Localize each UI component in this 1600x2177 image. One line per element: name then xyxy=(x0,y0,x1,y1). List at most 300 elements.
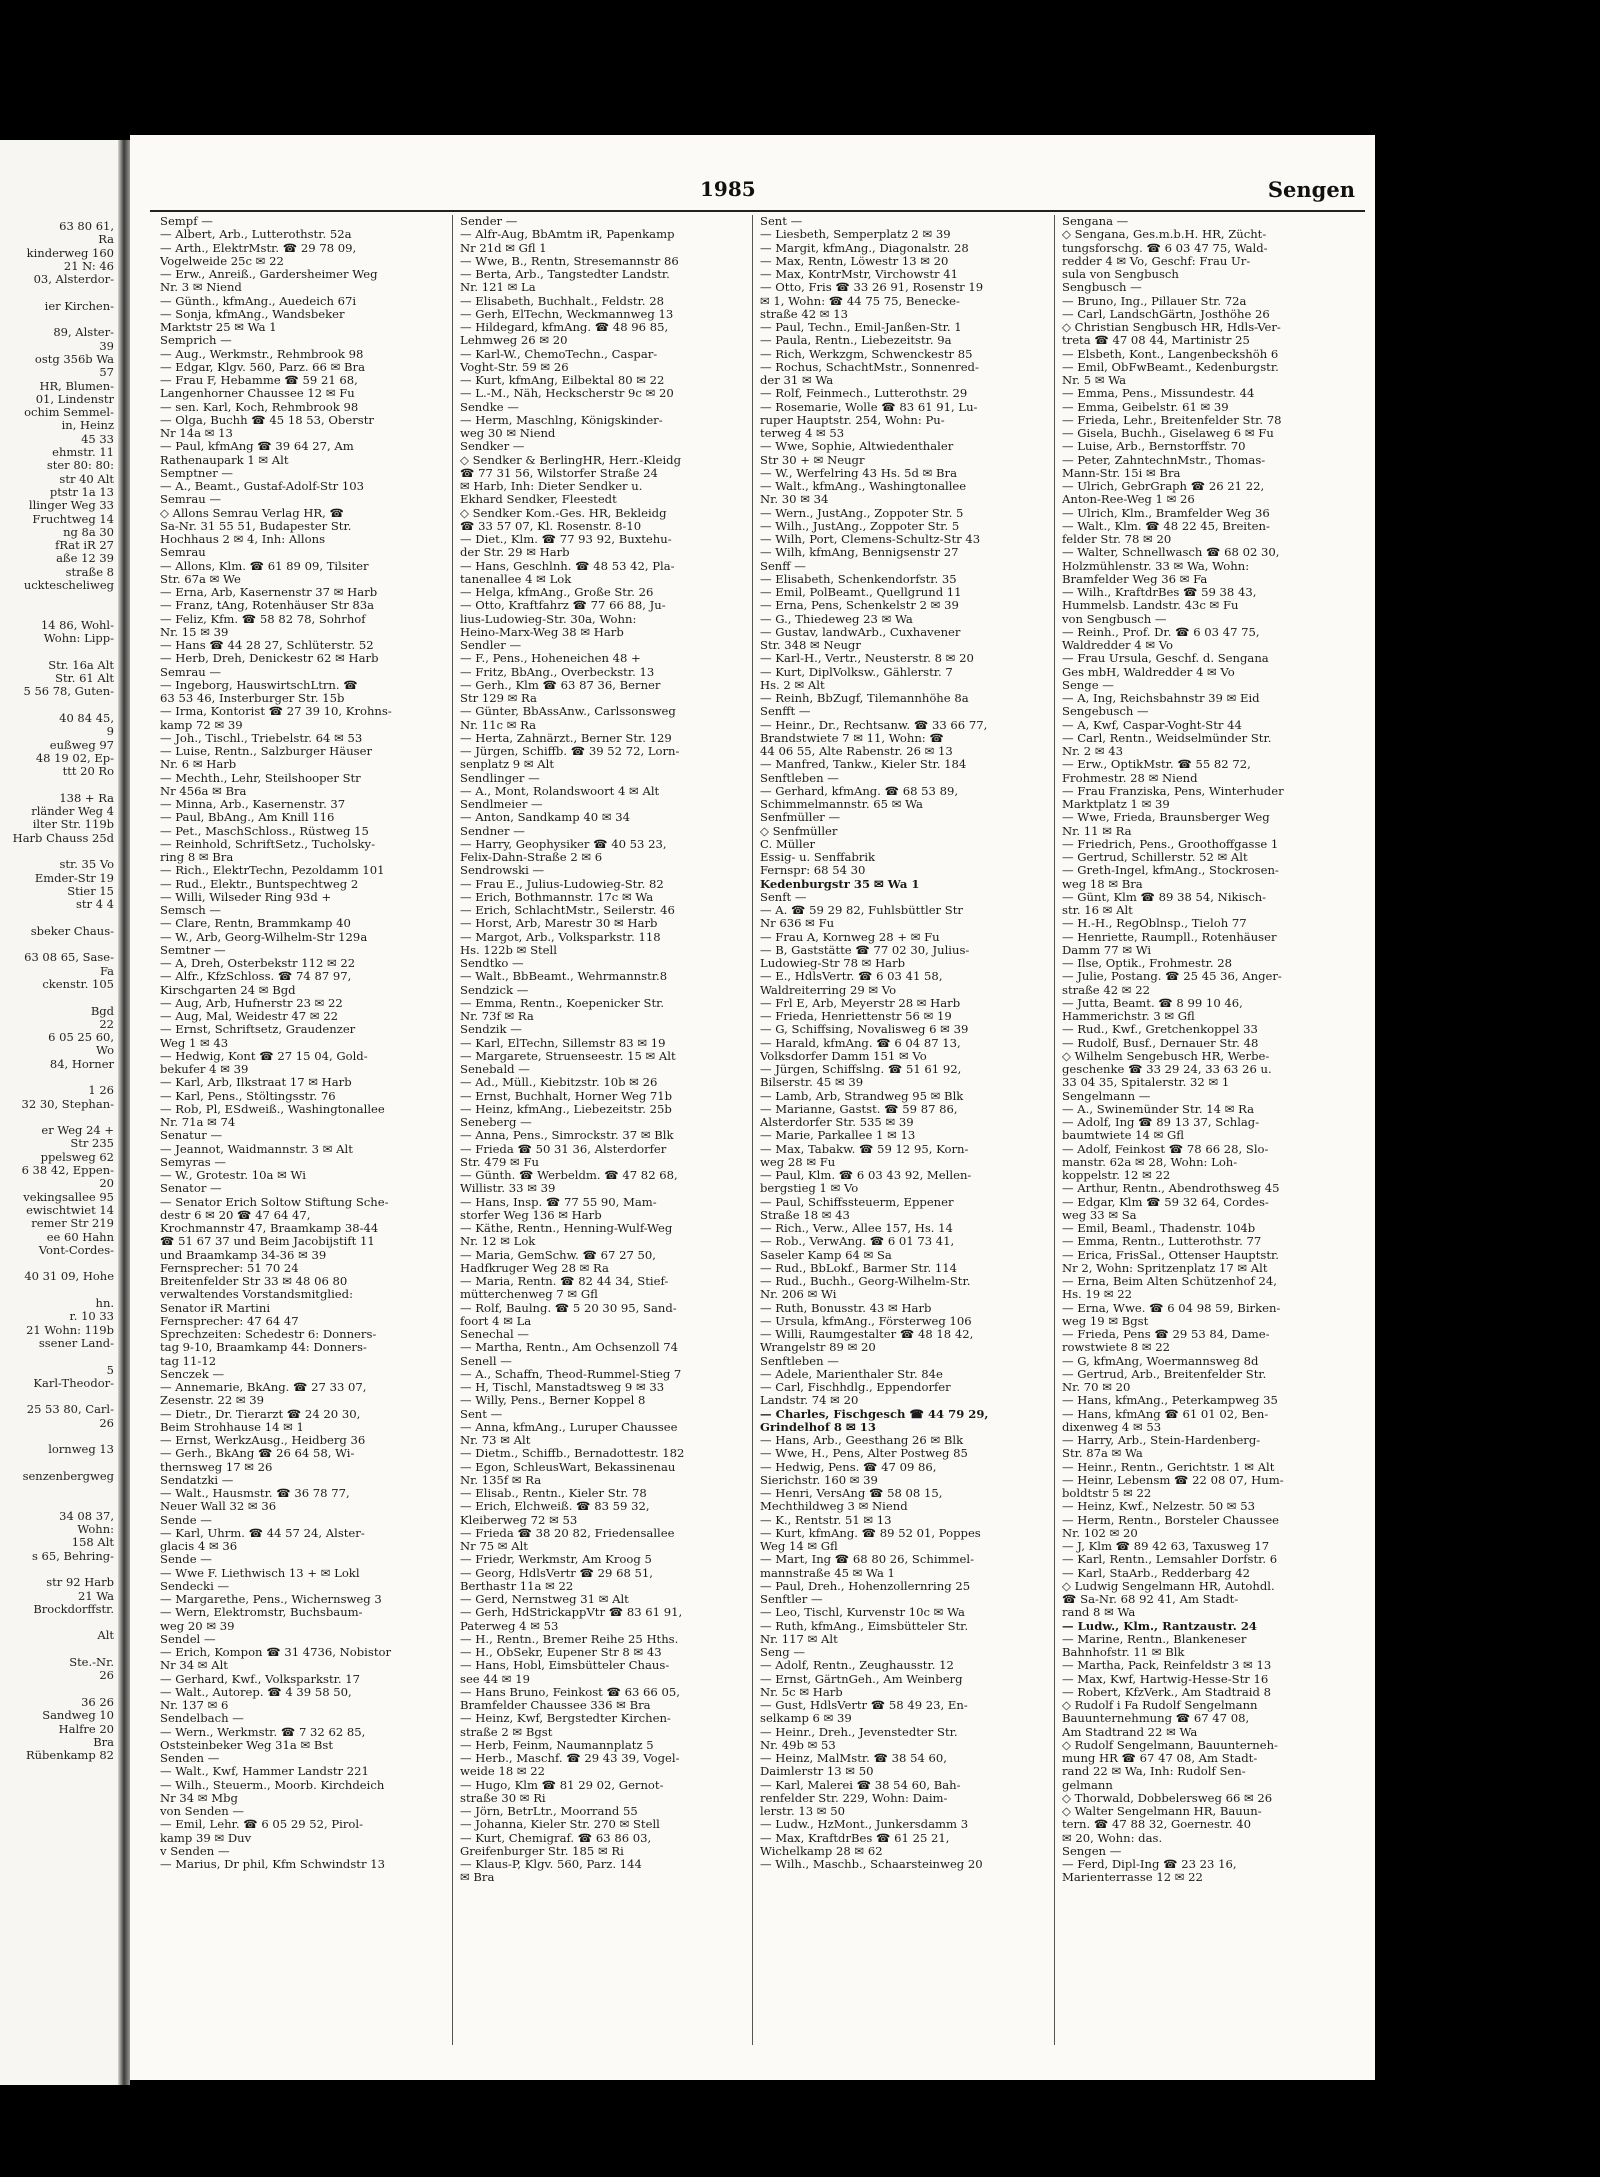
directory-entry-line: — Erw., Anreiß., Gardersheimer Weg xyxy=(160,268,378,281)
directory-entry-line: — Annemarie, BkAng. ☎ 27 33 07, xyxy=(160,1381,367,1394)
directory-entry-line: 33 04 35, Spitalerstr. 32 ✉ 1 xyxy=(1062,1076,1230,1090)
directory-entry-line: tag 9-10, Braamkamp 44: Donners- xyxy=(160,1341,367,1355)
directory-entry-line: — Walt., kfmAng., Washingtonallee xyxy=(760,480,967,493)
left-page-line: 9 xyxy=(106,724,114,739)
directory-entry-line: — Gustav, landwArb., Cuxhavener xyxy=(760,625,961,639)
left-page-line: Wo xyxy=(96,1043,114,1058)
left-page-line: HR, Blumen- xyxy=(39,378,114,393)
directory-entry-line: ◇ Sendker & BerlingHR, Herr.-Kleidg xyxy=(460,453,682,467)
directory-entry-line: Damm 77 ✉ Wi xyxy=(1062,943,1152,957)
directory-entry-line: Senff — xyxy=(760,559,806,573)
directory-entry-line: — Heinz, Kwf., Nelzestr. 50 ✉ 53 xyxy=(1062,1500,1255,1514)
left-page-line: 39 xyxy=(99,338,114,353)
left-page-line: 63 80 61, xyxy=(59,219,114,233)
directory-entry-line: — G, Schiffsing, Novalisweg 6 ✉ 39 xyxy=(760,1023,969,1037)
left-page-line: 45 33 xyxy=(81,431,114,446)
header-rule xyxy=(150,210,1365,212)
directory-entry-line: Bauunternehmung ☎ 67 47 08, xyxy=(1062,1712,1250,1726)
directory-entry-line: — Ernst, Schriftsetz, Graudenzer xyxy=(160,1023,356,1037)
directory-entry-line: Nr. 71a ✉ 74 xyxy=(160,1116,236,1129)
left-page-line: fRat iR 27 xyxy=(55,538,114,553)
left-page-line xyxy=(0,1683,114,1696)
left-page-line: 40 31 09, Hohe xyxy=(24,1269,114,1284)
directory-entry-line: — Friedrich, Pens., Groothoffgasse 1 xyxy=(1062,837,1279,851)
directory-entry-line: ✉ 20, Wohn: das. xyxy=(1062,1831,1163,1845)
directory-entry-line: — Reinhold, SchriftSetz., Tucholsky- xyxy=(160,837,376,851)
directory-entry-line: — Marie, Parkallee 1 ✉ 13 xyxy=(760,1129,916,1143)
directory-entry-line: Seneberg — xyxy=(460,1116,532,1129)
directory-entry-line: Fernsprecher: 47 64 47 xyxy=(160,1314,299,1328)
directory-entry-line: lerstr. 13 ✉ 50 xyxy=(760,1805,845,1818)
directory-entry-line: — Karl-H., Vertr., Neusterstr. 8 ✉ 20 xyxy=(760,652,974,666)
directory-entry-line: Nr. 206 ✉ Wi xyxy=(760,1288,837,1302)
directory-entry-line: Oststeinbeker Weg 31a ✉ Bst xyxy=(160,1738,333,1752)
directory-entry-line: rand 8 ✉ Wa xyxy=(1062,1606,1136,1620)
directory-entry-line: — F., Pens., Hoheneichen 48 + xyxy=(460,652,641,666)
directory-entry-line: Sendrowski — xyxy=(460,864,545,878)
directory-entry-line: Senge — xyxy=(1062,678,1114,692)
directory-entry-line: — Gertrud, Schillerstr. 52 ✉ Alt xyxy=(1062,851,1248,864)
directory-entry-line: — Heinr, Lebensm ☎ 22 08 07, Hum- xyxy=(1062,1473,1284,1487)
directory-entry-line: — Hans, Arb., Geesthang 26 ✉ Blk xyxy=(760,1434,964,1447)
left-page-line: 21 Wa xyxy=(78,1588,114,1603)
directory-entry-line: Senden — xyxy=(160,1752,220,1765)
directory-entry-line: von Sengbusch — xyxy=(1062,612,1167,626)
directory-entry-line: — Ingeborg, HauswirtschLtrn. ☎ xyxy=(160,678,358,692)
directory-entry-line: Str. 479 ✉ Fu xyxy=(460,1155,539,1169)
directory-entry-line: Nr. 12 ✉ Lok xyxy=(460,1235,536,1249)
left-page-line: Vont-Cordes- xyxy=(38,1242,114,1257)
directory-entry-line: — Edgar, Klgv. 560, Parz. 66 ✉ Bra xyxy=(160,360,365,374)
directory-entry-line: — W., Arb, Georg-Wilhelm-Str 129a xyxy=(160,930,368,944)
directory-entry-line: Ludowieg-Str 78 ✉ Harb xyxy=(760,957,906,970)
directory-entry-line: — J, Klm ☎ 89 42 63, Taxusweg 17 xyxy=(1062,1540,1270,1553)
directory-entry-line: Hs. 2 ✉ Alt xyxy=(760,678,825,692)
directory-entry-line: Alsterdorfer Str. 535 ✉ 39 xyxy=(760,1116,914,1129)
directory-entry-line: — Martha, Rentn., Am Ochsenzoll 74 xyxy=(460,1341,678,1355)
directory-entry-line: Greifenburger Str. 185 ✉ Ri xyxy=(460,1844,624,1858)
directory-entry-line: — Marianne, Gastst. ☎ 59 87 86, xyxy=(760,1102,958,1116)
directory-entry-line: renfelder Str. 229, Wohn: Daim- xyxy=(760,1791,948,1805)
directory-entry-line: tanenallee 4 ✉ Lok xyxy=(460,572,572,586)
directory-entry-line: Seng — xyxy=(760,1646,805,1659)
directory-entry-line: — Hans Bruno, Feinkost ☎ 63 66 05, xyxy=(460,1685,680,1699)
directory-entry-line: Bahnhofstr. 11 ✉ Blk xyxy=(1062,1646,1185,1659)
directory-entry-line: — Aug, Arb, Hufnerstr 23 ✉ 22 xyxy=(160,996,343,1010)
directory-entry-line: — Carl, Fischhdlg., Eppendorfer xyxy=(760,1381,951,1394)
left-page-line: 01, Lindenstr xyxy=(35,391,114,406)
directory-entry-line: Sendzik — xyxy=(460,1023,522,1037)
directory-entry-line: Sent — xyxy=(460,1407,503,1421)
directory-entry-line: — Reinh, BbZugf, Tilemannhöhe 8a xyxy=(760,692,969,705)
directory-entry-line: Str. 67a ✉ We xyxy=(160,572,241,586)
left-page-line: 32 30, Stephan- xyxy=(21,1096,114,1111)
directory-entry-line: Wichelkamp 28 ✉ 62 xyxy=(760,1844,883,1858)
directory-entry-line: Berthastr 11a ✉ 22 xyxy=(460,1579,574,1593)
directory-entry-line: — Wilh., KraftdrBes ☎ 59 38 43, xyxy=(1062,586,1257,599)
directory-entry-line: — Liesbeth, Semperplatz 2 ✉ 39 xyxy=(760,228,951,242)
directory-entry-line: — Alfr-Aug, BbAmtm iR, Papenkamp xyxy=(460,228,675,242)
directory-entry-line: — E., HdlsVertr. ☎ 6 03 41 58, xyxy=(760,970,943,984)
left-page-line: ucktescheliweg xyxy=(23,578,114,593)
directory-entry-line: Heino-Marx-Weg 38 ✉ Harb xyxy=(460,625,624,639)
left-page-line: ier Kirchen- xyxy=(44,298,114,313)
directory-entry-line: selkamp 6 ✉ 39 xyxy=(760,1712,852,1726)
directory-entry-line: — Erich, Bothmannstr. 17c ✉ Wa xyxy=(460,890,654,904)
directory-entry-line: — Henri, VersAng ☎ 58 08 15, xyxy=(760,1487,943,1500)
left-page-line: vekingsallee 95 xyxy=(23,1189,114,1204)
directory-entry-line: straße 42 ✉ 13 xyxy=(760,307,848,321)
directory-entry-line: mung HR ☎ 67 47 08, Am Stadt- xyxy=(1062,1752,1258,1765)
directory-entry-line: — Otto, Kraftfahrz ☎ 77 66 88, Ju- xyxy=(460,599,666,613)
directory-entry-line: — Allons, Klm. ☎ 61 89 09, Tilsiter xyxy=(160,559,369,573)
directory-entry-line: — A., Mont, Rolandswoort 4 ✉ Alt xyxy=(460,784,660,798)
directory-entry-line: ◇ Thorwald, Dobbelersweg 66 ✉ 26 xyxy=(1062,1791,1273,1805)
directory-entry-line: — Karl, Rentn., Lemsahler Dorfstr. 6 xyxy=(1062,1553,1278,1567)
right-page xyxy=(130,135,1375,2080)
book-gutter xyxy=(118,140,130,2085)
directory-entry-line: Grindelhof 8 ✉ 13 xyxy=(760,1420,876,1434)
directory-entry-line: — Max, KontrMstr, Virchowstr 41 xyxy=(760,268,958,281)
directory-entry-line: bergstieg 1 ✉ Vo xyxy=(760,1182,859,1196)
directory-entry-line: — Ernst, WerkzAusg., Heidberg 36 xyxy=(160,1434,366,1447)
directory-entry-line: — Emil, ObFwBeamt., Kedenburgstr. xyxy=(1062,360,1279,374)
directory-entry-line: — Karl-W., ChemoTechn., Caspar- xyxy=(460,347,658,361)
directory-entry-line: Marktplatz 1 ✉ 39 xyxy=(1062,798,1170,811)
directory-entry-line: weg 19 ✉ Bgst xyxy=(1062,1314,1149,1328)
directory-entry-line: Waldreiterring 29 ✉ Vo xyxy=(760,983,897,997)
directory-columns xyxy=(160,215,1350,2045)
directory-entry-line: — Hugo, Klm ☎ 81 29 02, Gernot- xyxy=(460,1778,664,1792)
directory-entry-line: Sendelbach — xyxy=(160,1712,244,1726)
directory-entry-line: — Luise, Arb., Bernstorffstr. 70 xyxy=(1062,440,1246,454)
directory-entry-line: — Max, Kwf, Hartwig-Hesse-Str 16 xyxy=(1062,1672,1269,1686)
directory-entry-line: Str 129 ✉ Ra xyxy=(460,692,537,705)
directory-entry-line: — Sonja, kfmAng., Wandsbeker xyxy=(160,307,345,321)
left-page-line xyxy=(0,646,114,659)
directory-entry-line: — Wwe, B., Rentn, Stresemannstr 86 xyxy=(460,254,679,268)
directory-entry-line: — Wwe, Sophie, Altwiedenthaler xyxy=(760,440,954,454)
directory-entry-line: Weg 14 ✉ Gfl xyxy=(760,1540,838,1553)
directory-entry-line: — Max, Rentn, Löwestr 13 ✉ 20 xyxy=(760,254,949,268)
directory-entry-line: — Rud., Kwf., Gretchenkoppel 33 xyxy=(1062,1023,1258,1037)
directory-entry-line: Sengebusch — xyxy=(1062,705,1149,719)
directory-entry-line: — Emma, Rentn., Lutterothstr. 77 xyxy=(1062,1235,1262,1249)
directory-entry-line: — Emil, Lehr. ☎ 6 05 29 52, Pirol- xyxy=(160,1818,364,1832)
directory-entry-line: — Mechth., Lehr, Steilshooper Str xyxy=(160,771,361,785)
directory-entry-line: — Erich, Kompon ☎ 31 4736, Nobistor xyxy=(160,1646,392,1659)
directory-entry-line: straße 30 ✉ Ri xyxy=(460,1791,546,1805)
directory-entry-line: ☎ 77 31 56, Wilstorfer Straße 24 xyxy=(460,466,658,480)
directory-entry-line: — Lamb, Arb, Strandweg 95 ✉ Blk xyxy=(760,1089,964,1103)
directory-entry-line: Nr. 30 ✉ 34 xyxy=(760,493,829,507)
directory-entry-line: Semptner — xyxy=(160,466,234,480)
left-page-line: 03, Alsterdor- xyxy=(33,272,114,287)
directory-entry-line: Hs. 19 ✉ 22 xyxy=(1062,1288,1133,1302)
directory-entry-line: treta ☎ 47 08 44, Martinistr 25 xyxy=(1062,334,1250,348)
directory-entry-line: Nr. 5c ✉ Harb xyxy=(760,1685,843,1699)
directory-entry-line: gelmann xyxy=(1062,1778,1113,1792)
left-page-line xyxy=(0,1111,114,1124)
directory-entry-line: felder Str. 78 ✉ 20 xyxy=(1062,533,1172,546)
directory-entry-line: terweg 4 ✉ 53 xyxy=(760,427,845,440)
directory-entry-line: Sendker — xyxy=(460,440,525,454)
directory-entry-line: — Otto, Fris ☎ 33 26 91, Rosenstr 19 xyxy=(760,281,984,295)
directory-entry-line: — Harry, Arb., Stein-Hardenberg- xyxy=(1062,1434,1261,1447)
directory-entry-line: Krochmannstr 47, Braamkamp 38-44 xyxy=(160,1222,379,1235)
left-page-line xyxy=(0,1257,114,1270)
directory-entry-line: Str 30 + ✉ Neugr xyxy=(760,453,865,467)
directory-entry-line: — Margarethe, Pens., Wichernsweg 3 xyxy=(160,1593,382,1606)
directory-entry-line: — Aug, Mal, Weidestr 47 ✉ 22 xyxy=(160,1010,339,1023)
directory-entry-line: rand 22 ✉ Wa, Inh: Rudolf Sen- xyxy=(1062,1765,1246,1779)
directory-entry-line: Kirschgarten 24 ✉ Bgd xyxy=(160,983,296,997)
left-page-line xyxy=(0,778,114,791)
directory-entry-line: — Paul, Techn., Emil-Janßen-Str. 1 xyxy=(760,321,962,334)
directory-entry-line: — Gerh., Klm ☎ 63 87 36, Berner xyxy=(460,678,661,692)
directory-entry-line: — Margit, kfmAng., Diagonalstr. 28 xyxy=(760,241,969,255)
directory-entry-line: — Rosemarie, Wolle ☎ 83 61 91, Lu- xyxy=(760,400,978,414)
directory-entry-line: — A. ☎ 59 29 82, Fuhlsbüttler Str xyxy=(760,904,963,917)
left-page-line: Fruchtweg 14 xyxy=(32,511,114,526)
left-page-line xyxy=(0,286,114,299)
directory-entry-line: — Erich, Elchweiß. ☎ 83 59 32, xyxy=(460,1500,650,1514)
left-page-line: str 40 Alt xyxy=(59,471,114,486)
directory-entry-line: — Rob, Pl, ESdweiß., Washingtonallee xyxy=(160,1102,385,1116)
left-page-line: Str. 16a Alt xyxy=(48,657,114,672)
directory-entry-line: — H., ObSekr, Eupener Str 8 ✉ 43 xyxy=(460,1646,662,1659)
directory-entry-line: ◇ Christian Sengbusch HR, Hdls-Ver- xyxy=(1062,321,1281,334)
directory-entry-line: — Rolf, Baulng. ☎ 5 20 30 95, Sand- xyxy=(460,1301,677,1315)
directory-entry-line: ✉ Bra xyxy=(460,1871,495,1885)
directory-entry-line: Schimmelmannstr. 65 ✉ Wa xyxy=(760,798,923,811)
left-page-line xyxy=(0,991,114,1004)
directory-entry-line: — Gerhard, kfmAng. ☎ 68 53 89, xyxy=(760,784,959,798)
left-page-line: ster 80: 80: xyxy=(46,458,114,473)
directory-entry-line: Sendel — xyxy=(160,1632,216,1646)
left-page-line: Alt xyxy=(97,1628,114,1643)
directory-entry-line: Sendke — xyxy=(460,400,519,414)
directory-entry-line: Beim Strohhause 14 ✉ 1 xyxy=(160,1420,304,1434)
directory-entry-line: Nr 636 ✉ Fu xyxy=(760,917,835,931)
directory-column-1 xyxy=(160,215,440,2055)
directory-entry-line: ◇ Wilhelm Sengebusch HR, Werbe- xyxy=(1062,1049,1270,1063)
directory-entry-line: — Hedwig, Kont ☎ 27 15 04, Gold- xyxy=(160,1049,368,1063)
left-page-line: 36 26 xyxy=(81,1694,114,1709)
directory-entry-line: — Käthe, Rentn., Henning-Wulf-Weg xyxy=(460,1222,673,1235)
left-page-line xyxy=(0,1616,114,1629)
directory-entry-line: — Jürgen, Schiffslng. ☎ 51 61 92, xyxy=(760,1063,962,1076)
directory-entry-line: v Senden — xyxy=(160,1844,230,1858)
directory-entry-line: — Wilh., Maschb., Schaarsteinweg 20 xyxy=(760,1858,983,1871)
directory-entry-line: Sengelmann — xyxy=(1062,1089,1151,1103)
directory-entry-line: — Paul, Schiffssteuerm, Eppener xyxy=(760,1195,954,1209)
directory-entry-line: von Senden — xyxy=(160,1805,244,1818)
directory-entry-line: — Ursula, kfmAng., Försterweg 106 xyxy=(760,1314,972,1328)
directory-entry-line: — H., Rentn., Bremer Reihe 25 Hths. xyxy=(460,1632,679,1646)
left-page-line: 26 xyxy=(99,1668,114,1683)
left-page-line: sbeker Chaus- xyxy=(30,923,114,938)
directory-entry-line: Nr 75 ✉ Alt xyxy=(460,1540,528,1553)
directory-entry-line: Sendlinger — xyxy=(460,771,540,785)
directory-entry-line: — W., Werfelring 43 Hs. 5d ✉ Bra xyxy=(760,466,958,480)
directory-entry-line: ✉ 1, Wohn: ☎ 44 75 75, Benecke- xyxy=(760,294,960,308)
left-page-line: str 92 Harb xyxy=(46,1575,114,1590)
left-page-line xyxy=(0,699,114,712)
left-page-line: 63 08 65, Sase- xyxy=(24,950,114,965)
directory-entry-line: — Herb, Feinm, Naumannplatz 5 xyxy=(460,1738,654,1752)
directory-entry-line: — Herta, Zahnärzt., Berner Str. 129 xyxy=(460,731,672,745)
directory-entry-line: — Hans, kfmAng., Peterkampweg 35 xyxy=(1062,1394,1278,1408)
directory-entry-line: Kedenburgstr 35 ✉ Wa 1 xyxy=(760,877,920,891)
directory-entry-line: Nr. 102 ✉ 20 xyxy=(1062,1526,1138,1540)
left-page-line: ckenstr. 105 xyxy=(42,976,114,991)
directory-entry-line: ☎ Sa-Nr. 68 92 41, Am Stadt- xyxy=(1062,1593,1239,1606)
left-page-line: kinderweg 160 xyxy=(26,245,114,260)
left-page-line: aße 12 39 xyxy=(56,551,114,566)
directory-entry-line: — Georg, HdlsVertr ☎ 29 68 51, xyxy=(460,1566,653,1580)
directory-entry-line: — Henriette, Raumpll., Rotenhäuser xyxy=(1062,930,1277,944)
directory-entry-line: Sempf — xyxy=(160,215,213,228)
directory-entry-line: sula von Sengbusch xyxy=(1062,268,1179,281)
directory-entry-line: ◇ Allons Semrau Verlag HR, ☎ xyxy=(160,506,344,520)
directory-entry-line: Felix-Dahn-Straße 2 ✉ 6 xyxy=(460,851,603,864)
directory-entry-line: — Elisabeth, Schenkendorfstr. 35 xyxy=(760,572,957,586)
directory-entry-line: Nr 2, Wohn: Spritzenplatz 17 ✉ Alt xyxy=(1062,1261,1268,1275)
directory-entry-line: — B, Gaststätte ☎ 77 02 30, Julius- xyxy=(760,943,970,957)
directory-entry-line: Willistr. 33 ✉ 39 xyxy=(460,1182,556,1196)
directory-entry-line: tag 11-12 xyxy=(160,1354,217,1368)
directory-entry-line: manstr. 62a ✉ 28, Wohn: Loh- xyxy=(1062,1155,1238,1169)
left-page-line: 25 53 80, Carl- xyxy=(26,1402,114,1417)
directory-entry-line: foort 4 ✉ La xyxy=(460,1314,532,1328)
directory-entry-line: Nr 14a ✉ 13 xyxy=(160,427,233,440)
directory-entry-line: Sendatzki — xyxy=(160,1473,234,1487)
directory-entry-line: Semsch — xyxy=(160,904,221,917)
directory-entry-line: Essig- u. Senffabrik xyxy=(760,851,876,864)
directory-entry-line: senplatz 9 ✉ Alt xyxy=(460,758,554,772)
directory-entry-line: ☎ 33 57 07, Kl. Rosenstr. 8-10 xyxy=(460,519,642,533)
directory-entry-line: — Erna, Pens, Schenkelstr 2 ✉ 39 xyxy=(760,599,959,613)
directory-entry-line: Bramfelder Chaussee 336 ✉ Bra xyxy=(460,1699,651,1712)
left-page-line: s 65, Behring- xyxy=(32,1548,114,1563)
directory-entry-line: 44 06 55, Alte Rabenstr. 26 ✉ 13 xyxy=(760,745,953,758)
directory-entry-line: — A, Dreh, Osterbekstr 112 ✉ 22 xyxy=(160,957,356,970)
directory-entry-line: — Minna, Arb., Kasernenstr. 37 xyxy=(160,798,346,811)
left-page-line xyxy=(0,1071,114,1084)
directory-entry-line: — Ruth, Bonusstr. 43 ✉ Harb xyxy=(760,1301,932,1315)
directory-entry-line: — Paul, Klm. ☎ 6 03 43 92, Mellen- xyxy=(760,1169,972,1182)
directory-entry-line: — Ernst, Buchhalt, Horner Weg 71b xyxy=(460,1089,673,1103)
directory-entry-line: — Frau Franziska, Pens, Winterhuder xyxy=(1062,784,1284,798)
directory-entry-line: Senft — xyxy=(760,890,807,904)
directory-entry-line: verwaltendes Vorstandsmitglied: xyxy=(160,1288,353,1302)
left-page-line: eußweg 97 xyxy=(49,737,114,752)
directory-entry-line: Bilserstr. 45 ✉ 39 xyxy=(760,1076,864,1090)
directory-entry-line: Nr. 121 ✉ La xyxy=(460,281,536,295)
directory-entry-line: — H.-H., RegOblnsp., Tieloh 77 xyxy=(1062,917,1247,931)
directory-entry-line: — Wwe F. Liethwisch 13 + ✉ Lokl xyxy=(160,1566,360,1580)
directory-entry-line: — Frieda, Pens ☎ 29 53 84, Dame- xyxy=(1062,1328,1270,1341)
left-page-line: 14 86, Wohl- xyxy=(40,617,114,632)
directory-entry-line: ◇ Ludwig Sengelmann HR, Autohdl. xyxy=(1062,1579,1275,1593)
directory-entry-line: — Erica, FrisSal., Ottenser Hauptstr. xyxy=(1062,1248,1279,1262)
directory-entry-line: Nr. 15 ✉ 39 xyxy=(160,625,229,639)
directory-entry-line: — Walt., BbBeamt., Wehrmannstr.8 xyxy=(460,970,668,984)
left-page-line: 138 + Ra xyxy=(59,790,114,805)
directory-column-2 xyxy=(460,215,740,2055)
left-page-line: Rübenkamp 82 xyxy=(25,1748,114,1763)
directory-entry-line: — Ad., Müll., Kiebitzstr. 10b ✉ 26 xyxy=(460,1076,658,1090)
running-head: Sengen xyxy=(1267,177,1355,202)
directory-entry-line: — Wwe, H., Pens, Alter Postweg 85 xyxy=(760,1447,968,1461)
directory-entry-line: ruper Hauptstr. 254, Wohn: Pu- xyxy=(760,413,945,427)
directory-entry-line: — Jeannot, Waidmannstr. 3 ✉ Alt xyxy=(160,1142,353,1156)
directory-entry-line: — Adolf, Rentn., Zeughausstr. 12 xyxy=(760,1659,954,1673)
directory-entry-line: Nr 21d ✉ Gfl 1 xyxy=(460,241,547,255)
directory-entry-line: — Jörn, BetrLtr., Moorrand 55 xyxy=(460,1805,638,1818)
directory-entry-line: mannstraße 45 ✉ Wa 1 xyxy=(760,1566,895,1580)
left-page-line: 21 N: 46 xyxy=(63,258,114,273)
directory-entry-line: — L.-M., Näh, Heckscherstr 9c ✉ 20 xyxy=(460,387,674,401)
left-page-line: ttt 20 Ro xyxy=(62,764,114,779)
directory-entry-line: — Elsbeth, Kont., Langenbeckshöh 6 xyxy=(1062,347,1279,361)
directory-entry-line: Semyras — xyxy=(160,1155,227,1169)
directory-entry-line: — Erna, Arb, Kasernenstr 37 ✉ Harb xyxy=(160,586,378,599)
directory-entry-line: — Leo, Tischl, Kurvenstr 10c ✉ Wa xyxy=(760,1606,965,1620)
directory-entry-line: — Frau E., Julius-Ludowieg-Str. 82 xyxy=(460,877,664,891)
left-page-line: 40 84 45, xyxy=(59,710,114,725)
directory-entry-line: Wrangelstr 89 ✉ 20 xyxy=(760,1341,876,1355)
directory-entry-line: redder 4 ✉ Vo, Geschf: Frau Ur- xyxy=(1062,254,1251,268)
directory-entry-line: — Karl, Malerei ☎ 38 54 60, Bah- xyxy=(760,1778,961,1792)
directory-entry-line: — Hans, kfmAng ☎ 61 01 02, Ben- xyxy=(1062,1407,1269,1421)
directory-entry-line: Marktstr 25 ✉ Wa 1 xyxy=(160,321,277,334)
directory-entry-line: — Johanna, Kieler Str. 270 ✉ Stell xyxy=(460,1818,660,1832)
directory-entry-line: — Klaus-P, Klgv. 560, Parz. 144 xyxy=(460,1858,642,1871)
directory-entry-line: Sengen — xyxy=(1062,1844,1122,1858)
directory-entry-line: — Willi, Wilseder Ring 93d + xyxy=(160,890,332,904)
directory-entry-line: str. 16 ✉ Alt xyxy=(1062,904,1133,917)
directory-entry-line: Sengana — xyxy=(1062,215,1129,228)
left-page-line: ehmstr. 11 xyxy=(52,445,114,460)
directory-entry-line: thernsweg 17 ✉ 26 xyxy=(160,1460,273,1474)
directory-entry-line: — Rochus, SchachtMstr., Sonnenred- xyxy=(760,360,979,374)
directory-entry-line: — Marine, Rentn., Blankeneser xyxy=(1062,1632,1247,1646)
directory-entry-line: — Ferd, Dipl-Ing ☎ 23 23 16, xyxy=(1062,1858,1237,1871)
directory-entry-line: Paterweg 4 ✉ 53 xyxy=(460,1619,559,1633)
directory-entry-line: — Frau F, Hebamme ☎ 59 21 68, xyxy=(160,374,358,387)
directory-entry-line: Kleiberweg 72 ✉ 53 xyxy=(460,1513,578,1527)
directory-entry-line: — Franz, tAng, Rotenhäuser Str 83a xyxy=(160,599,375,613)
directory-entry-line: Sa-Nr. 31 55 51, Budapester Str. xyxy=(160,519,352,533)
left-page-line: ilter Str. 119b xyxy=(32,817,114,832)
directory-entry-line: — Rich, Werkzgm, Schwenckestr 85 xyxy=(760,347,973,361)
directory-entry-line: — A., Swinemünder Str. 14 ✉ Ra xyxy=(1062,1102,1255,1116)
directory-entry-line: — Rich., ElektrTechn, Pezoldamm 101 xyxy=(160,864,385,878)
directory-entry-line: Volksdorfer Damm 151 ✉ Vo xyxy=(760,1049,927,1063)
left-page-line: Emder-Str 19 xyxy=(34,870,114,885)
directory-entry-line: — Gerh., BkAng ☎ 26 64 58, Wi- xyxy=(160,1447,355,1461)
directory-entry-line: — K., Rentstr. 51 ✉ 13 xyxy=(760,1513,892,1527)
directory-entry-line: — Ilse, Optik., Frohmestr. 28 xyxy=(1062,957,1233,970)
directory-entry-line: tern. ☎ 47 88 32, Goernestr. 40 xyxy=(1062,1818,1251,1832)
directory-entry-line: — Ludw., Klm., Rantzaustr. 24 xyxy=(1062,1619,1257,1633)
directory-entry-line: — Max, Tabakw. ☎ 59 12 95, Korn- xyxy=(760,1142,969,1156)
directory-entry-line: see 44 ✉ 19 xyxy=(460,1672,530,1686)
directory-entry-line: — Willy, Pens., Berner Koppel 8 xyxy=(460,1394,646,1408)
directory-entry-line: — Rudolf, Busf., Dernauer Str. 48 xyxy=(1062,1036,1259,1050)
